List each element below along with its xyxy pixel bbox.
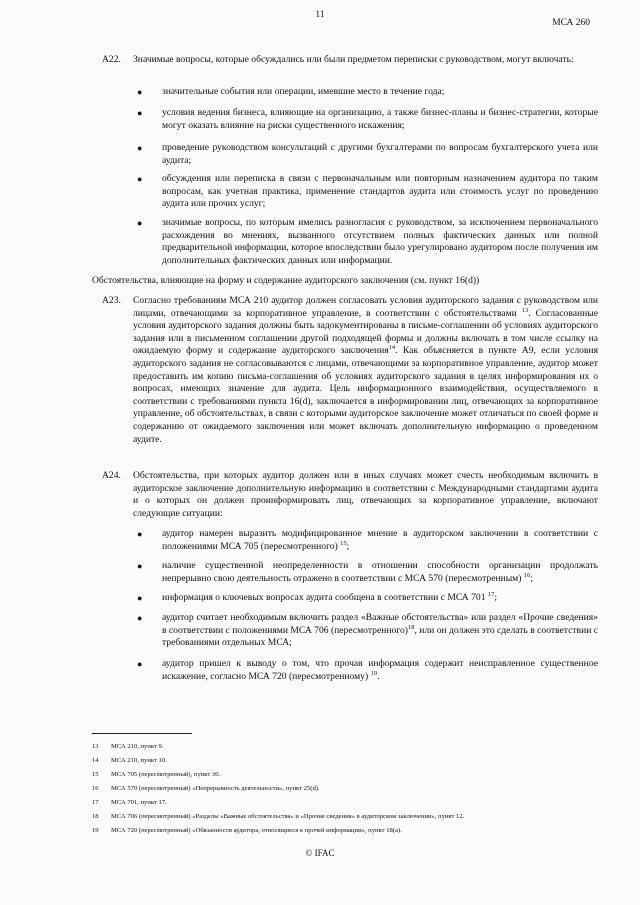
bullet-icon: ● <box>137 218 143 228</box>
bullet-icon: ● <box>137 529 143 539</box>
footnote-ref-17[interactable]: 17 <box>487 590 495 598</box>
a22-bullet-2: условия ведения бизнеса, влияющие на организацию, а также бизнес-планы и бизнес-стратегии, которые могут оказать влияние на риски существенного искажения; <box>162 107 598 131</box>
bullet-icon: ● <box>137 593 143 603</box>
para-a23-text: Согласно требованиям МСА 210 аудитор должен согласовать условия аудиторского задания с руководством или лицами, отвечающими за корпоративное управление, в соответствии с обстоятельствами $^{13}$. Согласованные условия аудиторского задания должны быть задокументированы в письме-соглашении об условиях аудиторского задания или в письменном соглашении другой подходящей формы и должны включать в том числе ссылку на ожидаемую форму и содержание аудиторского заключения$^{14}$. Как объясняется в пункте A9, если условия аудиторского задания не согласовываются с лицами, отвечающими за корпоративное управление, аудитор может предоставить им копию письма-соглашения об условиях аудиторского задания в целях информирования их о вопросах, имеющих значение для аудита. Цель информационного взаимодействия, осуществляемого в соответствии с требованиями пункта 16(d), заключается в информировании лиц, отвечающих за корпоративное управление, об обстоятельствах, в связи с которыми аудиторское заключение может отличаться по своей форме и содержанию от ожидаемого заключения или может включать дополнительную информацию о проведенном аудите. <box>133 295 598 445</box>
document-code: МСА 260 <box>552 18 590 28</box>
a24-bullet-5: аудитор пришел к выводу о том, что прочая информация содержит неисправленное существенное искажение, согласно МСА 720 (пересмотренному) $^{19}$. <box>162 658 598 682</box>
bullet-icon: ● <box>137 174 143 184</box>
copyright-footer: © IFAC <box>305 848 335 858</box>
a24-bullet-3: информация о ключевых вопросах аудита сообщена в соответствии с МСА 701 $^{17}$; <box>162 590 498 603</box>
bullet-icon: ● <box>137 108 143 118</box>
footnote-separator <box>92 733 192 734</box>
a22-bullet-5: значимые вопросы, по которым имелись разногласия с руководством, за исключением первоначального расхождения во мнениях, вызванного отсутствием полных фактических данных или полной предварительной информации, которое впоследствии было урегулировано аудитором после получения им дополнительных фактических данных или информации. <box>162 217 598 266</box>
page-number: 11 <box>315 10 325 20</box>
footnote-ref-13[interactable]: 13 <box>521 306 529 314</box>
bullet-icon: ● <box>137 143 143 153</box>
footnote-ref-16[interactable]: 16 <box>523 571 531 579</box>
para-a23-label: A23. <box>102 295 121 306</box>
para-a22-label: A22. <box>102 54 121 65</box>
document-page: 11 МСА 260 A22. Значимые вопросы, которые обсуждались или были предметом переписки с руководством, могут включать: ● значительные события или операции, имевшие место в течение года; ● условия ведения бизнеса, влияющие на организацию, а также бизнес-планы и бизнес-стратегии, которые могут оказать влияние на риски существенного искажения; ● проведение руководством консультаций с другими бухгалтерами по вопросам бухгалтерского учета или аудита; ● обсуждения или переписка в связи с первоначальным или повторным назначением аудитора по таким вопросам, как учетная практика, применение стандартов аудита или стоимость услуг по проведению аудита или прочих услуг; ● значимые вопросы, по которым имелись разногласия с руководством, за исключением первоначального расхождения во мнениях, вызванного отсутствием полных фактических данных или полной предварительной информации, которое впоследствии было урегулировано аудитором после получения им дополнительных фактических данных или информации. Обстоятельства, влияющие на форму и содержание аудиторского заключения (см. пункт 16(d)) A23. Согласно требованиям МСА 210 аудитор должен согласовать условия аудиторского задания с руководством или лицами, отвечающими за корпоративное управление, в соответствии с обстоятельствами $^{13}$. Согласованные условия аудиторского задания должны быть задокументированы в письме-соглашении об условиях аудиторского задания или в письменном соглашении другой подходящей формы и должны включать в том числе ссылку на ожидаемую форму и содержание аудиторского заключения$^{14}$. Как объясняется в пункте A9, если условия аудиторского задания не согласовываются с лицами, отвечающими за корпоративное управление, аудитор может предоставить им копию письма-соглашения об условиях аудиторского задания в целях информирования их о вопросах, имеющих значение для аудита. Цель информационного взаимодействия, осуществляемого в соответствии с требованиями пункта 16(d), заключается в информировании лиц, отвечающих за корпоративное управление, об обстоятельствах, в связи с которыми аудиторское заключение может отличаться по своей форме и содержанию от ожидаемого заключения или может включать дополнительную информацию о проведенном аудите. A24. Обстоятельства, при которых аудитор должен или в иных случаях может счесть необходимым включить в аудиторское заключение дополнительную информацию в соответствии с Международными стандартами аудита и о которых он должен проинформировать лиц, отвечающих за корпоративное управление, включают следующие ситуации: ● аудитор намерен выразить модифицированное мнение в аудиторском заключении в соответствии с положениями МСА 705 (пересмотренного) $^{15}$; ● наличие существенной неопределенности в отношении способности организации продолжать непрерывно свою деятельность отражено в соответствии с МСА 570 (пересмотренным) $^{16}$; ● информация о ключевых вопросах аудита сообщена в соответствии с МСА 701 $^{17}$; ● аудитор считает необходимым включить раздел «Важные обстоятельства» или раздел «Прочие сведения» в соответствии с положениями МСА 706 (пересмотренного)$^{18}$, или он должен это сделать в соответствии с требованиями отдельных МСА; ● аудитор пришел к выводу о том, что прочая информация содержит неисправленное существенное искажение, согласно МСА 720 (пересмотренному) $^{19}$. 13 МСА 210, пункт 9. 14 МСА 210, пункт 10. 15 МСА 705 (пересмотренный), пункт 30. 16 МСА 570 (пересмотренный) «Непрерывность деятельности», пункт 25(d). 17 МСА 701, пункт 17. 18 МСА 706 (пересмотренный) «Разделы «Важные обстоятельства» и «Прочие сведения» в аудиторском заключении», пункт 12. 19 МСА 720 (пересмотренный) «Обязанности аудитора, относящиеся к прочей информации», пункт 18(a). © IFAC <box>0 0 640 905</box>
a24-bullet-2: наличие существенной неопределенности в отношении способности организации продолжать непрерывно свою деятельность отражено в соответствии с МСА 570 (пересмотренным) $^{16}$; <box>162 560 598 584</box>
bullet-icon: ● <box>137 613 143 623</box>
para-a24-label: A24. <box>102 470 121 481</box>
a24-bullet-4: аудитор считает необходимым включить раздел «Важные обстоятельства» или раздел «Прочие сведения» в соответствии с положениями МСА 706 (пересмотренного)$^{18}$, или он должен это сделать в соответствии с требованиями отдельных МСА; <box>162 612 598 649</box>
bullet-icon: ● <box>137 87 143 97</box>
section-heading: Обстоятельства, влияющие на форму и содержание аудиторского заключения (см. пункт 16(d)) <box>92 275 480 286</box>
footnote-ref-19[interactable]: 19 <box>370 669 378 677</box>
para-a24-intro: Обстоятельства, при которых аудитор должен или в иных случаях может счесть необходимым включить в аудиторское заключение дополнительную информацию в соответствии с Международными стандартами аудита и о которых он должен проинформировать лиц, отвечающих за корпоративное управление, включают следующие ситуации: <box>133 470 598 519</box>
a22-bullet-3: проведение руководством консультаций с другими бухгалтерами по вопросам бухгалтерского учета или аудита; <box>162 142 598 166</box>
a22-bullet-4: обсуждения или переписка в связи с первоначальным или повторным назначением аудитора по таким вопросам, как учетная практика, применение стандартов аудита или стоимость услуг по проведению аудита или прочих услуг; <box>162 173 598 210</box>
bullet-icon: ● <box>137 659 143 669</box>
footnote-ref-15[interactable]: 15 <box>340 539 347 547</box>
a22-bullet-1: значительные события или операции, имевшие место в течение года; <box>162 86 445 97</box>
para-a22-intro: Значимые вопросы, которые обсуждались или были предметом переписки с руководством, могут включать: <box>133 54 574 65</box>
footnote-ref-14[interactable]: 14 <box>388 344 396 352</box>
footnote-ref-18[interactable]: 18 <box>407 623 415 631</box>
bullet-icon: ● <box>137 561 143 571</box>
a24-bullet-1: аудитор намерен выразить модифицированное мнение в аудиторском заключении в соответствии с положениями МСА 705 (пересмотренного) $^{15}$; <box>162 528 598 552</box>
